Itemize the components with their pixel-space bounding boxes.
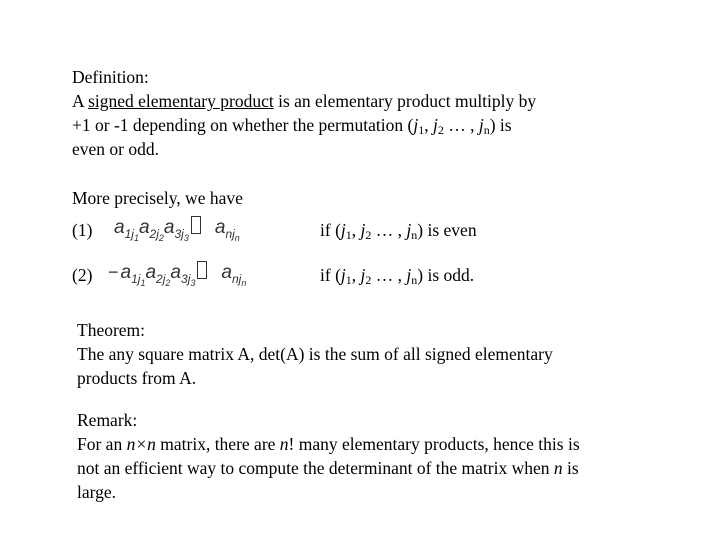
remark-block (77, 408, 580, 504)
formula-condition: if ($j_1$, $j_2$ … , $j_n$) is even (320, 220, 477, 242)
formula-number: (1) (72, 220, 93, 240)
precisely-text: More precisely, we have (72, 188, 243, 208)
formula-number: (2) (72, 265, 93, 285)
theorem-heading: Theorem: (77, 320, 146, 340)
definition-block (72, 65, 536, 161)
definition-line-2: +1 or -1 depending on whether the permutation ($j_1$, $j_2$ … , $j_n$) is (72, 115, 512, 137)
remark-line-1: For an n×n matrix, there are n! many elementary products, hence this is (77, 434, 580, 454)
definition-line-1: A signed elementary product is an elementary product multiply by (72, 91, 537, 111)
missing-glyph-box (191, 216, 201, 234)
minus-sign: − (108, 262, 119, 282)
definition-heading: Definition: (72, 67, 149, 87)
remark-heading: Remark: (77, 410, 138, 430)
formula-condition: if ($j_1$, $j_2$ … , $j_n$) is odd. (320, 265, 475, 287)
elementary-product-expression: $a_{1j_1}a_{2j_2}a_{3j_3}$ $a_{nj_n}$ (114, 217, 240, 243)
theorem-block (77, 318, 553, 390)
theorem-line-1: The any square matrix A, det(A) is the sum of all signed elementary (77, 344, 553, 364)
remark-line-2: not an efficient way to compute the determinant of the matrix when n is (77, 458, 579, 478)
theorem-line-2: products from A. (77, 368, 197, 388)
formula-row-1 (72, 217, 632, 250)
missing-glyph-box (197, 261, 207, 279)
remark-line-3: large. (77, 482, 117, 502)
signed-elementary-product-expression: − $a_{1j_1}a_{2j_2}a_{3j_3}$ $a_{nj_n}$ (108, 262, 247, 288)
signed-elementary-product-term: signed elementary product (88, 91, 274, 111)
formula-row-2 (72, 262, 632, 295)
definition-line-3: even or odd. (72, 139, 159, 159)
